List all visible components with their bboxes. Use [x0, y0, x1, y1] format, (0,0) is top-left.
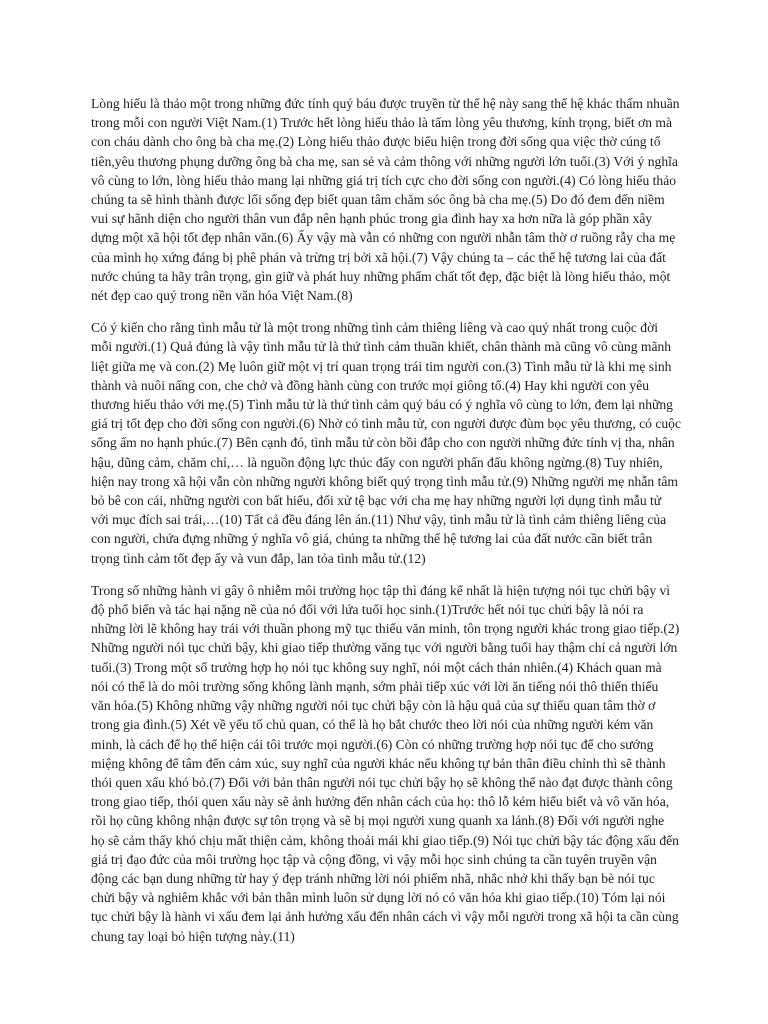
paragraph-maternal-love: Có ý kiến cho rằng tình mẫu tử là một trong những tình cảm thiêng liêng và cao quý nhất trong cuộc đời mỗi người.(1) Quả đúng là vậy tình mẫu tử là thứ tình cảm thuần khiết, chân thành mà cũng vô cùng mãnh liệt giữa mẹ và con.(2) Mẹ luôn giữ một vị trí quan trọng trái tim người con.(3) Tình mẫu tử là khi mẹ sinh thành và nuôi nấng con, che chở và đồng hành cùng con trước mọi giông tố.(4) Hay khi người con yêu thương hiếu thảo với mẹ.(5) Tình mẫu tử là thứ tình cảm quý báu có ý nghĩa vô cùng to lớn, đem lại những giá trị tốt đẹp cho đời sống con người.(6) Nhờ có tình mẫu tử, con người được đùm bọc yêu thương, có cuộc sống ấm no hạnh phúc.(7) Bên cạnh đó, tình mẫu tử còn bồi đắp cho con người những đức tính vị tha, nhân hậu, dũng cảm, chăm chỉ,… là nguồn động lực thúc đẩy con người phấn đấu không ngừng.(8) Tuy nhiên, hiện nay trong xã hội vẫn còn những người không biết quý trọng tình mẫu tử.(9) Những người mẹ nhẫn tâm bỏ bê con cái, những người con bất hiếu, đối xử tệ bạc với cha mẹ hay những người lợi dụng tình mẫu tử với mục đích sai trái,…(10) Tất cả đều đáng lên án.(11) Như vậy, tình mẫu tử là tình cảm thiêng liêng của con người, chứa đựng những ý nghĩa vô giá, chúng ta những thế hệ tương lai của đất nước cần biết trân trọng tình cảm tốt đẹp ấy và vun đắp, lan tỏa tình mẫu tử.(12): [91, 320, 682, 566]
paragraph-filial-piety: Lòng hiếu là thảo một trong những đức tính quý báu được truyền từ thế hệ này sang thế hệ khác thấm nhuần trong mỗi con người Việt Nam.(1) Trước hết lòng hiếu thảo là tấm lòng yêu thương, kính trọng, biết ơn mà con cháu dành cho ông bà cha mẹ.(2) Lòng hiếu thảo được biểu hiện trong đời sống qua việc thờ cúng tổ tiên,yêu thương phụng dưỡng ông bà cha mẹ, san sẻ và cảm thông với những người lớn tuổi.(3) Với ý nghĩa vô cùng to lớn, lòng hiếu thảo mang lại những giá trị tích cực cho đời sống con người.(4) Có lòng hiếu thảo chúng ta sẽ hình thành được lối sống đẹp biết quan tâm chăm sóc ông bà cha mẹ.(5) Do đó đem đến niềm vui sự hãnh diện cho người thân vun đắp nên hạnh phúc trong gia đình hay xa hơn nữa là góp phần xây dựng một xã hội tốt đẹp nhân văn.(6) Ấy vậy mà vẫn có những con người nhẫn tâm thờ ơ ruồng rẫy cha mẹ của mình họ xứng đáng bị phê phán và trừng trị bởi xã hội.(7) Vậy chúng ta – các thế hệ tương lai của đất nước chúng ta hãy trân trọng, gìn giữ và phát huy những phẩm chất tốt đẹp, đặc biệt là lòng hiếu thảo, một nét đẹp cao quý trong nền văn hóa Việt Nam.(8): [91, 96, 680, 304]
paragraph-profanity: Trong số những hành vi gây ô nhiễm môi trường học tập thì đáng kể nhất là hiện tượng nói tục chửi bậy vì độ phổ biến và tác hại nặng nề của nó đối với lứa tuổi học sinh.(1)Trước hết nói tục chửi bậy là nói ra những lời lẽ không hay trái với thuần phong mỹ tục thiếu văn minh, tôn trọng người khác trong giao tiếp.(2) Những người nói tục chửi bậy, khi giao tiếp thường văng tục với người bằng tuổi hay thậm chí cả người lớn tuổi.(3) Trong một số trường hợp họ nói tục không suy nghĩ, nói một cách thản nhiên.(4) Khách quan mà nói có thể là do môi trường sống không lành mạnh, sớm phải tiếp xúc với lời ăn tiếng nói thô thiển thiếu văn hóa.(5) Không những vậy những người nói tục chửi bậy còn là hậu quả của sự thiếu quan tâm thờ ơ trong gia đình.(5) Xét về yếu tố chủ quan, có thể là họ bắt chước theo lời nói của những người kém văn minh, là cách để họ thể hiện cái tôi trước mọi người.(6) Còn có những trường hợp nói tục để cho sướng miệng không để tâm đến cảm xúc, suy nghĩ của người khác nếu không tự bản thân điều chỉnh thì sẽ thành thói quen xấu khó bỏ.(7) Đối với bản thân người nói tục chửi bậy họ sẽ không thể nào đạt được thành công trong giao tiếp, thói quen xấu này sẽ ảnh hưởng đến nhân cách của họ: thô lỗ kém hiểu biết và vô văn hóa, rồi họ cũng không nhận được sự tôn trọng và sẽ bị mọi người xung quanh xa lánh.(8) Đối với người nghe họ sẽ cảm thấy khó chịu mất thiện cảm, không thoải mái khi giao tiếp.(9) Nói tục chửi bậy tác động xấu đến giá trị đạo đức của môi trường học tập và cộng đồng, vì vậy mỗi học sinh chúng ta cần tuyên truyền vận động các bạn dung những từ hay ý đẹp tránh những lời nói phiếm nhã, nhắc nhở khi thấy bạn bè nói tục chửi bậy và nghiêm khắc với bản thân mình luôn sử dụng lời nó có văn hóa khi giao tiếp.(10) Tóm lại nói tục chửi bậy là hành vi xấu đem lại ảnh hưởng xấu đến nhân cách vì vậy mỗi người trong xã hội ta cần cùng chung tay loại bỏ hiện tượng này.(11): [91, 582, 680, 944]
document-body: [91, 94, 681, 959]
